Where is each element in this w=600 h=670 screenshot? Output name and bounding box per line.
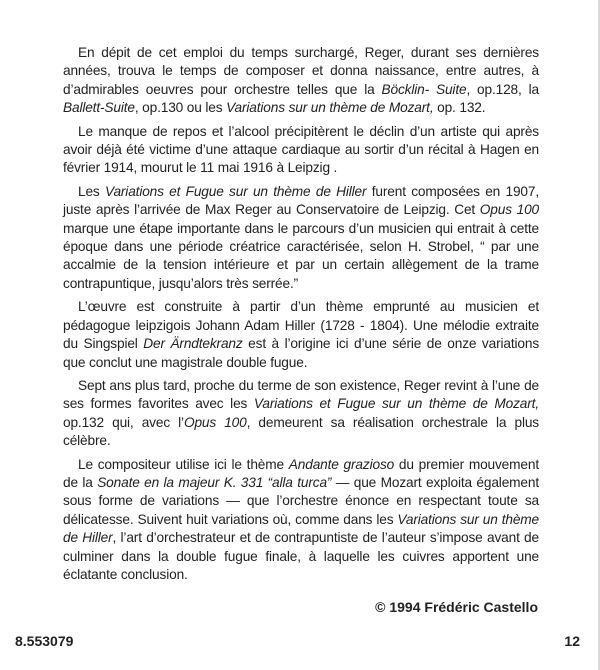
text-run: Le compositeur utilise ici le thème	[78, 456, 289, 472]
text-run: , op.128, la	[466, 81, 539, 97]
text-run: — que Mozart exploita également sous forme de variations — que l’orchestre énonce en respectant toute sa délicatesse. Suivent huit variations où, comme dans les	[63, 474, 539, 527]
text-run: , op.130 ou les	[134, 100, 227, 116]
italic-title: Der Ärndtekranz	[143, 336, 243, 352]
text-run: furent composées en 1907, juste après l’arrivée de Max Reger au Conservatoire de Leipzig. Cet	[63, 183, 539, 218]
text-run: op.132 qui, avec l’	[63, 414, 184, 430]
italic-title: Opus 100	[183, 414, 247, 430]
text-run: Les	[78, 183, 105, 199]
italic-title: Andante grazioso	[288, 456, 395, 472]
paragraph	[63, 377, 539, 451]
italic-title: Variations et Fugue sur un thème de Mozart,	[253, 396, 539, 412]
italic-title: Böcklin- Suite	[381, 81, 467, 97]
italic-title: Ballett-Suite	[63, 100, 135, 116]
text-run: Sept ans plus tard, proche du terme de son existence, Reger revint à l’une de ses formes favorites avec les	[63, 377, 539, 412]
paragraph	[63, 183, 539, 293]
catalog-number: 8.553079	[15, 633, 74, 650]
paragraph	[63, 44, 539, 118]
page-number: 12	[564, 633, 580, 650]
italic-title: Variations sur un thème de Hiller	[63, 511, 539, 546]
text-run: , demeurent sa réalisation orchestrale la plus célèbre.	[63, 414, 539, 449]
text-run: , l’art d’orchestrateur et de contrapuntiste de l’auteur s’impose avant de culminer dans la double fugue finale, à laquelle les cuivres apportent une éclatante conclusion.	[63, 530, 539, 582]
paragraph	[63, 123, 539, 178]
author-credit: © 1994 Frédéric Castello	[375, 599, 538, 616]
page-footer	[15, 632, 580, 650]
text-run: est à l’origine ici d’une série de onze variations que conclut une magistrale double fugue.	[63, 336, 540, 370]
italic-title: Sonate en la majeur K. 331 “alla turca”	[97, 474, 332, 490]
text-run: Le manque de repos et l’alcool précipitèrent le déclin d’un artiste qui après avoir déjà été victime d’une attaque cardiaque au sortir d’un récital à Hagen en février 1914, mourut le 11 mai 1916 à Leipzig .	[63, 123, 539, 176]
text-run: marque une étape importante dans le parcours d’un musicien qui entrait à cette époque dans une période créatrice caractérisée, selon H. Strobel, “ par une accalmie de la tension intérieure et par un certain allègement de la trame contrapuntique, jusqu’alors très serrée.”	[63, 220, 539, 291]
text-run: L’œuvre est construite à partir d’un thème emprunté au musicien et pédagogue leipzigois Johann Adam Hiller (1728 - 1804). Une mélodie extraite du Singspiel	[63, 299, 539, 352]
body-text	[63, 44, 539, 584]
text-run: op. 132.	[433, 100, 486, 116]
text-run: En dépit de cet emploi du temps surchargé, Reger, durant ses dernières années, trouva le temps de composer et donna naissance, entre autres, à d’admirables oeuvres pour orchestre telles que la	[63, 45, 539, 97]
paragraph	[63, 298, 539, 372]
italic-title: Variations et Fugue sur un thème de Hiller	[104, 183, 367, 199]
italic-title: Opus 100	[479, 202, 540, 218]
paragraph	[63, 456, 539, 585]
text-run: du premier mouvement de la	[63, 456, 539, 490]
italic-title: Variations sur un thème de Mozart,	[226, 100, 434, 116]
